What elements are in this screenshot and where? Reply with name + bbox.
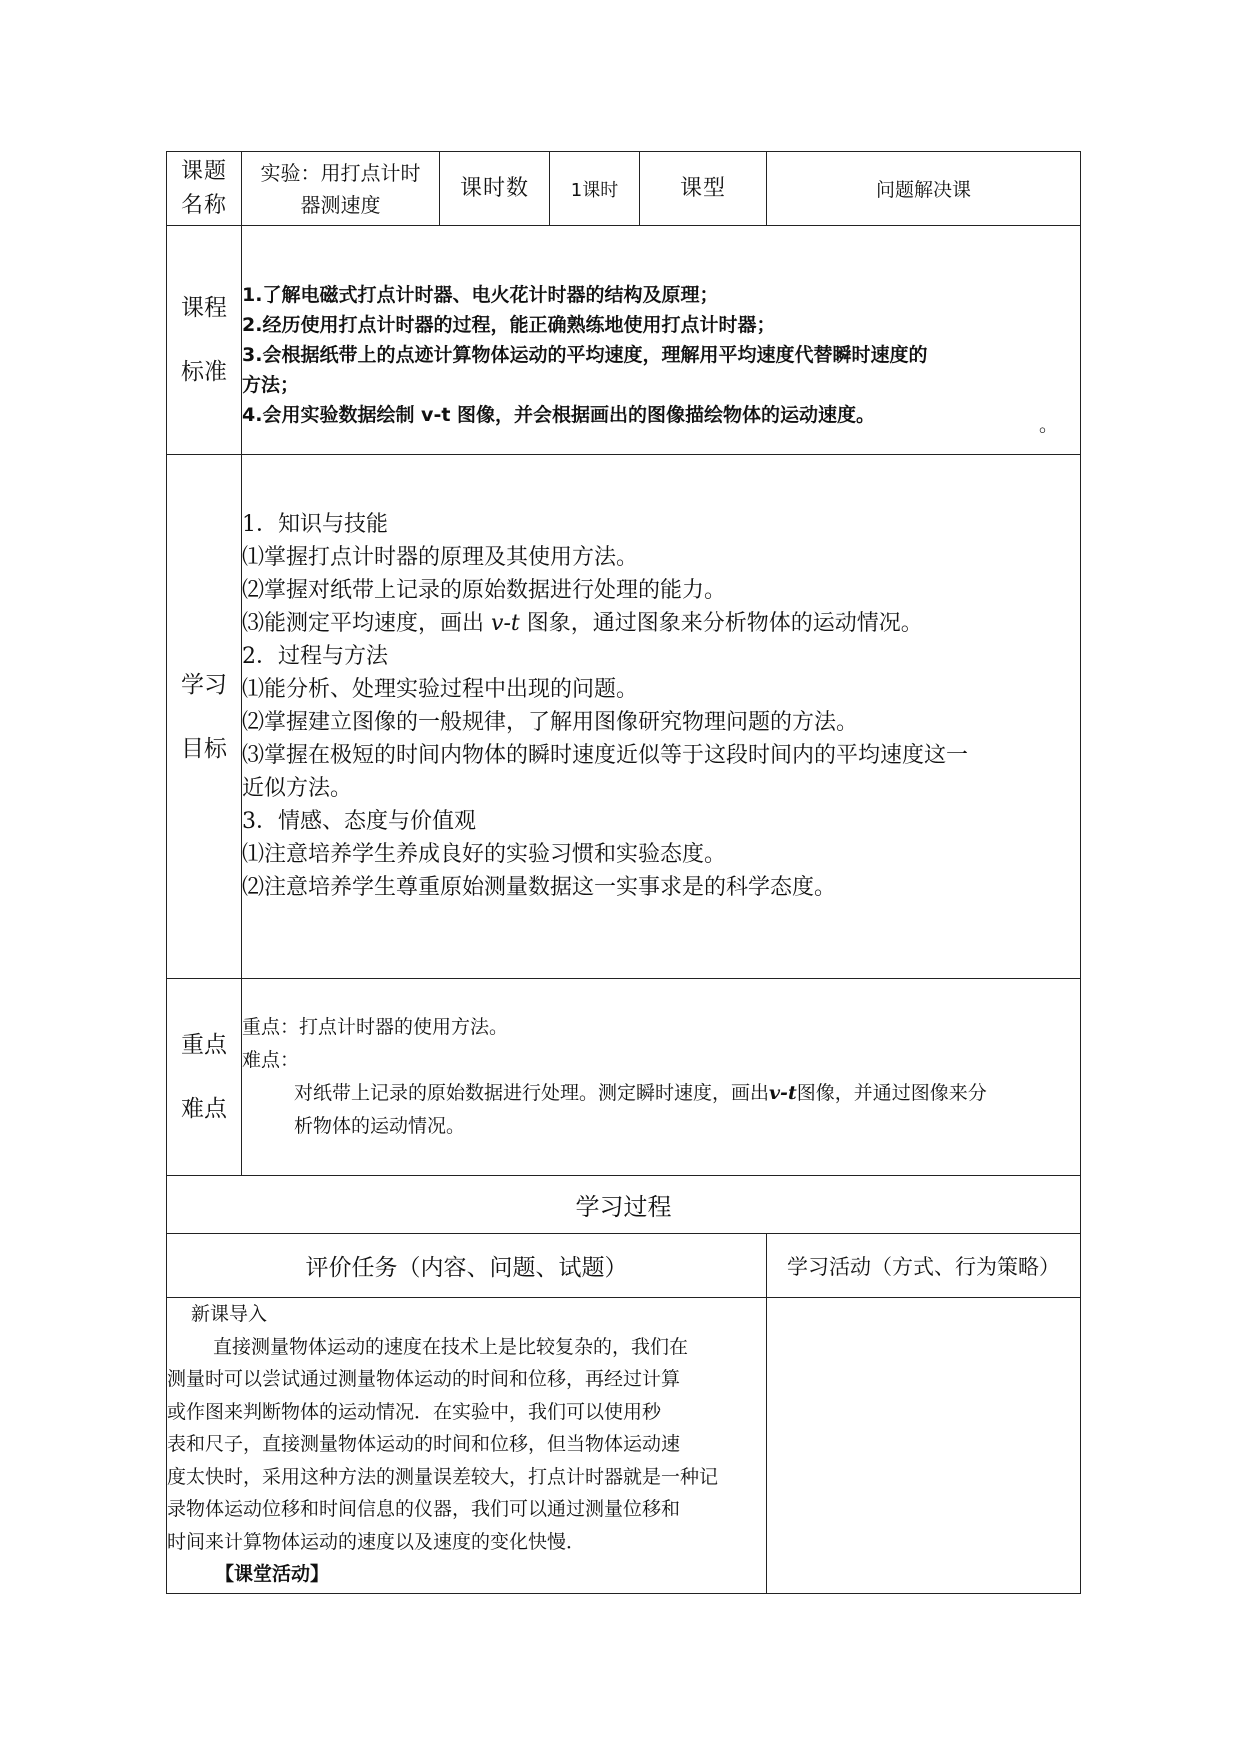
course-name-label [167,152,242,226]
vt-italic: v-t [769,1082,797,1104]
intro-line: 时间来计算物体运动的速度以及速度的变化快慢． [167,1530,586,1553]
objective-heading-process: 2．过程与方法 [242,643,388,669]
objective-item: ⑵掌握对纸带上记录的原始数据进行处理的能力。 [242,577,727,603]
hours-value: 1课时 [550,152,640,226]
tasks-content [167,1298,767,1594]
type-label: 课型 [640,152,767,226]
standards-label-line2: 标准 [181,359,227,385]
objective-item: ⑶掌握在极短的时间内物体的瞬时速度近似等于这段时间内的平均速度这一 [242,742,969,768]
objectives-row [167,455,1081,979]
standard-line-3: 3.会根据纸带上的点迹计算物体运动的平均速度，理解用平均速度代替瞬时速度的 [242,344,928,366]
activities-content [767,1298,1081,1594]
objective-item: ⑴掌握打点计时器的原理及其使用方法。 [242,544,639,570]
intro-line: 或作图来判断物体的运动情况．在实验中，我们可以使用秒 [167,1400,662,1423]
standards-content [242,226,1081,455]
vt-italic: v-t [491,610,520,636]
key-points-label-line1: 重点 [181,1032,227,1058]
standard-line-1: 1.了解电磁式打点计时器、电火花计时器的结构及原理； [242,284,719,306]
standard-line-3-cont: 方法； [242,374,300,396]
header-row [167,152,1081,226]
course-title-cell [242,152,440,226]
process-header-row [167,1234,1081,1298]
process-title-row [167,1176,1081,1234]
objective-item: ⑵掌握建立图像的一般规律，了解用图像研究物理问题的方法。 [242,709,859,735]
objective-heading-attitude: 3．情感、态度与价值观 [242,808,476,834]
intro-line: 录物体运动位移和时间信息的仪器，我们可以通过测量位移和 [167,1498,681,1520]
standard-line-4: 4.会用实验数据绘制 v-t 图像，并会根据画出的图像描绘物体的运动速度。 [242,404,876,426]
objective-heading-knowledge: 1．知识与技能 [242,511,388,537]
objectives-content [242,455,1081,979]
lesson-plan-table [166,151,1081,1594]
key-points-content [242,979,1081,1176]
course-title-line2: 器测速度 [300,192,381,217]
objective-item: ⑴能分析、处理实验过程中出现的问题。 [242,676,639,702]
focus-text: 重点：打点计时器的使用方法。 [242,1016,509,1038]
difficulty-text: 对纸带上记录的原始数据进行处理。测定瞬时速度，画出v-t图像，并通过图像来分 [294,1082,987,1104]
difficulty-text-cont: 析物体的运动情况。 [294,1115,466,1137]
objectives-label-line1: 学习 [181,671,227,698]
intro-line: 度太快时，采用这种方法的测量误差较大，打点计时器就是一种记 [167,1465,719,1488]
standard-line-2: 2.经历使用打点计时器的过程，能正确熟练地使用打点计时器； [242,314,776,336]
key-points-label [167,979,242,1176]
key-points-label-line2: 难点 [181,1096,227,1122]
tasks-column-header: 评价任务（内容、问题、试题） [167,1234,767,1298]
objective-item: ⑴注意培养学生养成良好的实验习惯和实验态度。 [242,841,727,867]
type-value: 问题解决课 [767,152,1081,226]
activities-column-header: 学习活动（方式、行为策略） [767,1234,1081,1298]
standards-label-line1: 课程 [181,295,227,321]
hours-label: 课时数 [440,152,550,226]
intro-line: 表和尺子，直接测量物体运动的时间和位移，但当物体运动速 [167,1433,681,1455]
intro-line: 直接测量物体运动的速度在技术上是比较复杂的，我们在 [213,1335,689,1358]
intro-line: 测量时可以尝试通过测量物体运动的时间和位移，再经过计算 [167,1368,681,1390]
process-content-row [167,1298,1081,1594]
key-points-row [167,979,1081,1176]
objectives-label [167,455,242,979]
objective-item: ⑵注意培养学生尊重原始测量数据这一实事求是的科学态度。 [242,874,837,900]
process-title: 学习过程 [167,1176,1081,1234]
intro-heading: 新课导入 [191,1303,268,1325]
standards-tail-mark: 。 [1039,414,1059,436]
objective-item-cont: 近似方法。 [242,775,353,801]
course-name-label-line1: 课题 [180,158,227,184]
classroom-activity-label: 【课堂活动】 [215,1563,330,1585]
standards-row [167,226,1081,455]
objective-item: ⑶能测定平均速度，画出 v-t 图象，通过图象来分析物体的运动情况。 [242,610,923,636]
standards-label [167,226,242,455]
course-name-label-line2: 名称 [180,192,227,218]
course-title-line1: 实验：用打点计时 [260,160,421,185]
difficulty-label: 难点： [242,1049,300,1071]
objectives-label-line2: 目标 [181,735,227,762]
